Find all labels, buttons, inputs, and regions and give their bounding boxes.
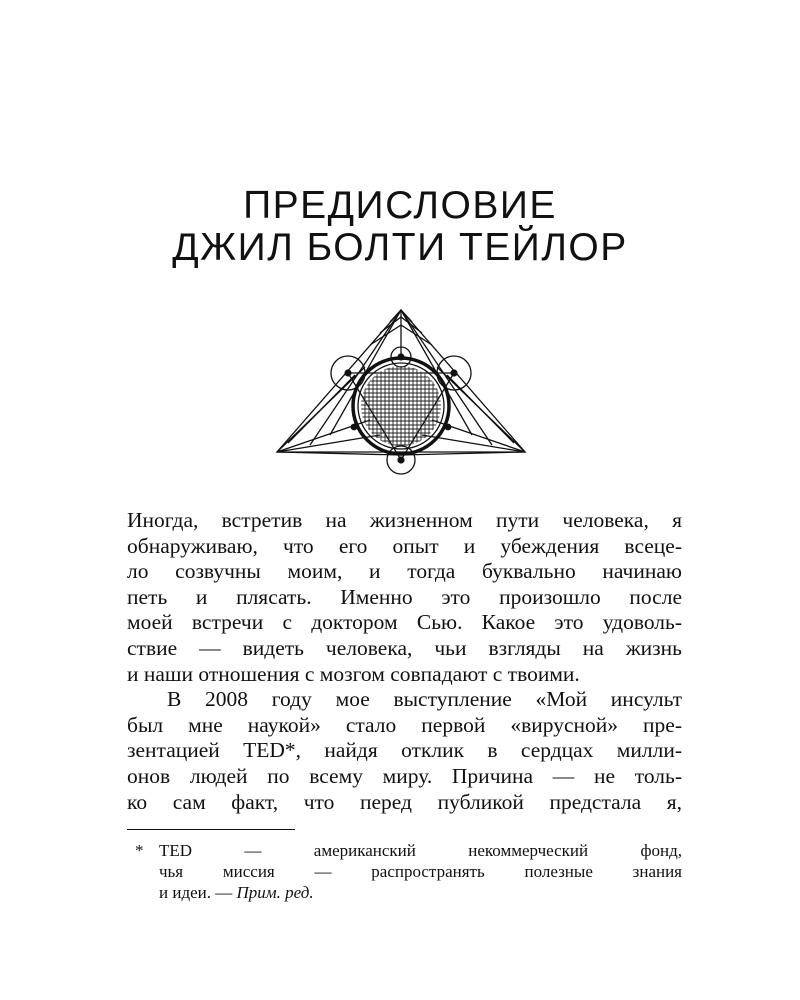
footnote-line: TED — американский некоммерческий фонд,	[159, 841, 682, 860]
body-line: был мне наукой» стало первой «вирусной» пре-	[127, 712, 682, 737]
body-line: зентацией TED*, найдя отклик в сердцах милли-	[127, 738, 682, 763]
body-line: В 2008 году мое выступление «Мой инсульт	[167, 687, 682, 712]
editor-note: Прим. ред.	[236, 883, 314, 902]
footnote-marker: *	[135, 841, 144, 860]
chapter-title-line-1: ПРЕДИСЛОВИЕ	[243, 184, 557, 227]
body-line: обнаруживаю, что его опыт и убеждения всеце-	[127, 533, 682, 558]
sacred-geometry-triangle-icon	[270, 305, 530, 475]
body-line: онов людей по всему миру. Причина — не толь-	[127, 763, 682, 788]
body-line: петь и плясать. Именно это произошло после	[127, 584, 682, 609]
footnote-divider	[127, 829, 295, 830]
footnote-text: и идеи. —	[159, 883, 237, 902]
footnote-line	[127, 882, 682, 903]
body-line: ко сам факт, что перед публикой предстала я,	[127, 789, 682, 814]
body-line: Иногда, встретив на жизненном пути человека, я	[127, 508, 682, 532]
body-line: и наши отношения с мозгом совпадают с твоими.	[127, 661, 580, 686]
body-line: моей встречи с доктором Сью. Какое это удоволь-	[127, 610, 682, 635]
body-line: ло созвучны моим, и тогда буквально начинаю	[127, 559, 682, 584]
body-paragraphs	[127, 508, 682, 815]
body-line: ствие — видеть человека, чьи взгляды на жизнь	[127, 635, 682, 660]
chapter-title-line-2: ДЖИЛ БОЛТИ ТЕЙЛОР	[172, 226, 628, 269]
footnote-line: чья миссия — распространять полезные знания	[159, 862, 682, 881]
footnote	[127, 840, 682, 903]
